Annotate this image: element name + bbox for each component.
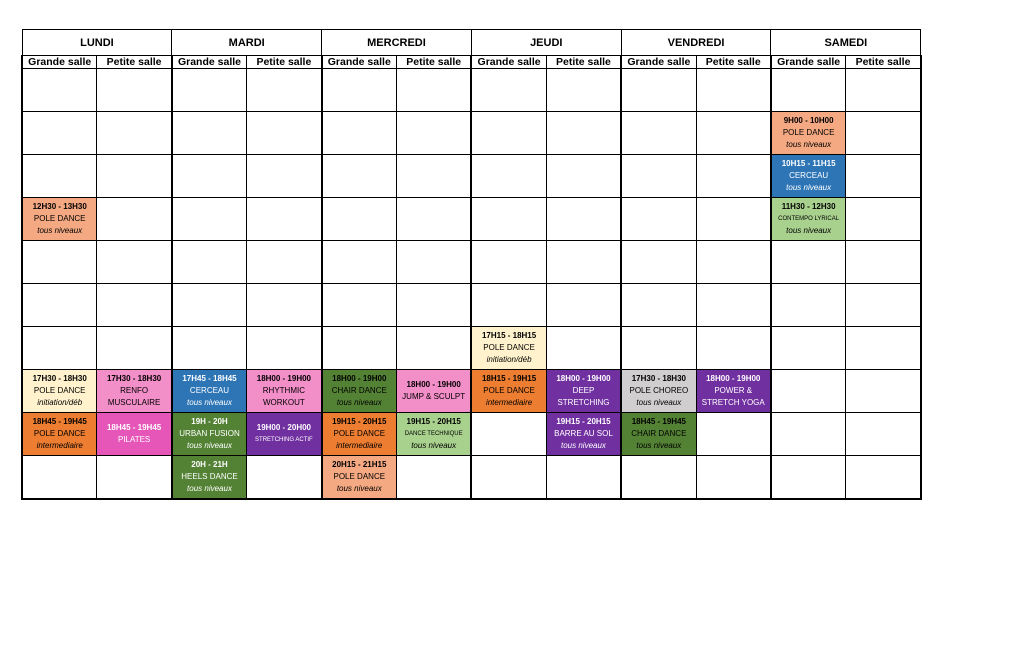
empty-cell [696,69,771,112]
empty-cell [22,284,97,327]
empty-cell [322,327,397,370]
empty-cell [546,198,621,241]
class-name: POLE CHOREO [629,386,689,395]
day-header-mardi: MARDI [172,30,322,56]
class-time: 18H45 - 19H45 [631,417,686,426]
empty-cell [471,284,546,327]
class-name: CHAIR DANCE [331,386,387,395]
empty-cell [172,69,247,112]
empty-cell [97,112,172,155]
empty-cell [322,69,397,112]
empty-cell [471,112,546,155]
class-name: CERCEAU [189,386,230,395]
class-level: tous niveaux [187,441,232,450]
day-header-mercredi: MERCREDI [322,30,472,56]
class-time: 11H30 - 12H30 [781,202,836,211]
class-time: 18H00 - 19H00 [556,374,611,383]
empty-cell [696,413,771,456]
empty-cell [771,413,846,456]
day-header-row [22,30,921,56]
empty-cell [396,112,471,155]
class-cell [172,456,247,500]
class-block [323,413,396,455]
room-header-petite-salle: Petite salle [396,56,471,69]
class-time: 18H45 - 19H45 [106,423,162,432]
class-level: tous niveaux [336,484,382,493]
schedule-body [22,69,921,500]
empty-cell [172,112,247,155]
class-cell [621,413,696,456]
empty-cell [22,327,97,370]
empty-cell [846,413,921,456]
class-name: POLE DANCE [33,214,86,223]
empty-cell [396,69,471,112]
class-time: 18H45 - 19H45 [32,417,87,426]
class-block [23,370,96,412]
class-level: tous niveaux [636,398,682,407]
empty-cell [696,327,771,370]
class-name: POWER & STRETCH YOGA [701,386,765,407]
empty-cell [97,284,172,327]
empty-cell [621,456,696,500]
day-header-jeudi: JEUDI [471,30,621,56]
class-time: 18H00 - 19H00 [706,374,761,383]
time-slot-row [22,112,921,155]
time-slot-row [22,327,921,370]
class-name: HEELS DANCE [181,472,238,481]
class-block [323,370,396,412]
empty-cell [97,456,172,500]
empty-cell [22,69,97,112]
class-block [247,370,320,412]
class-time: 19H15 - 20H15 [556,417,611,426]
class-block [622,413,695,455]
empty-cell [846,112,921,155]
time-slot-row [22,69,921,112]
day-header-lundi: LUNDI [22,30,172,56]
empty-cell [621,112,696,155]
class-time: 17H30 - 18H30 [106,374,162,383]
empty-cell [621,198,696,241]
class-time: 20H15 - 21H15 [332,460,387,469]
class-block [772,112,845,154]
class-block [472,327,545,369]
class-name: RHYTHMIC WORKOUT [262,386,305,407]
empty-cell [172,155,247,198]
class-block [547,413,620,455]
room-header-grande-salle: Grande salle [22,56,97,69]
empty-cell [621,241,696,284]
empty-cell [247,112,322,155]
empty-cell [771,370,846,413]
empty-cell [396,284,471,327]
empty-cell [696,112,771,155]
class-name: STRETCHING ACTIF [255,437,313,443]
empty-cell [846,69,921,112]
class-name: DEEP STRETCHING [557,386,610,407]
class-cell [471,327,546,370]
empty-cell [471,69,546,112]
class-name: CHAIR DANCE [631,429,687,438]
class-time: 18H00 - 19H00 [406,380,461,389]
empty-cell [846,241,921,284]
empty-cell [97,327,172,370]
empty-cell [846,155,921,198]
empty-cell [22,241,97,284]
class-cell [546,370,621,413]
class-block [772,198,845,240]
class-time: 10H15 - 11H15 [781,159,836,168]
class-block [173,456,246,498]
room-header-petite-salle: Petite salle [247,56,322,69]
empty-cell [621,327,696,370]
empty-cell [471,198,546,241]
empty-cell [546,155,621,198]
class-time: 17H30 - 18H30 [32,374,87,383]
day-header-vendredi: VENDREDI [621,30,771,56]
empty-cell [396,241,471,284]
room-header-row [22,56,921,69]
class-level: tous niveaux [187,484,232,493]
room-header-grande-salle: Grande salle [771,56,846,69]
class-time: 18H00 - 19H00 [332,374,387,383]
class-block [23,198,96,240]
class-name: CONTEMPO LYRICAL [778,216,840,222]
empty-cell [322,241,397,284]
class-name: CERCEAU [789,171,829,180]
class-time: 17H45 - 18H45 [182,374,237,383]
class-time: 18H00 - 19H00 [256,374,312,383]
class-name: URBAN FUSION [179,429,240,438]
time-slot-row [22,413,921,456]
empty-cell [696,198,771,241]
empty-cell [696,241,771,284]
empty-cell [322,155,397,198]
class-name: DANCE TECHNIQUE [404,431,463,437]
class-level: tous niveaux [336,398,382,407]
empty-cell [471,413,546,456]
empty-cell [696,155,771,198]
empty-cell [22,112,97,155]
class-time: 19H00 - 20H00 [256,423,312,432]
empty-cell [247,155,322,198]
class-level: tous niveaux [786,226,832,235]
empty-cell [172,327,247,370]
class-cell [172,413,247,456]
room-header-petite-salle: Petite salle [846,56,921,69]
class-name: PILATES [117,435,151,444]
class-cell [247,413,322,456]
empty-cell [471,456,546,500]
class-cell [97,370,172,413]
class-cell [471,370,546,413]
empty-cell [546,327,621,370]
class-block [547,370,620,412]
empty-cell [396,198,471,241]
class-cell [771,198,846,241]
empty-cell [172,284,247,327]
empty-cell [546,69,621,112]
class-cell [546,413,621,456]
class-level: tous niveaux [561,441,606,450]
class-name: BARRE AU SOL [554,429,613,438]
class-block [472,370,545,412]
class-cell [621,370,696,413]
empty-cell [771,284,846,327]
class-name: POLE DANCE [333,429,386,438]
empty-cell [247,198,322,241]
class-name: POLE DANCE [33,386,86,395]
empty-cell [696,284,771,327]
class-level: initiation/déb [486,355,532,364]
class-block [97,370,170,412]
empty-cell [322,284,397,327]
class-cell [22,413,97,456]
class-block [173,370,246,412]
class-block [173,413,246,455]
class-cell [22,198,97,241]
empty-cell [621,284,696,327]
class-level: tous niveaux [411,441,457,450]
class-cell [771,112,846,155]
class-block [772,155,845,197]
time-slot-row [22,370,921,413]
room-header-grande-salle: Grande salle [471,56,546,69]
class-cell [22,370,97,413]
room-header-petite-salle: Petite salle [696,56,771,69]
empty-cell [97,241,172,284]
empty-cell [471,241,546,284]
time-slot-row [22,284,921,327]
class-level: tous niveaux [37,226,83,235]
time-slot-row [22,241,921,284]
class-name: JUMP & SCULPT [402,392,466,401]
empty-cell [846,198,921,241]
class-name: POLE DANCE [782,128,835,137]
empty-cell [396,456,471,500]
empty-cell [97,155,172,198]
class-block [23,413,96,455]
empty-cell [846,327,921,370]
class-time: 19H15 - 20H15 [406,417,461,426]
class-level: tous niveaux [786,183,832,192]
class-name: POLE DANCE [33,429,86,438]
class-block [397,413,470,455]
empty-cell [396,327,471,370]
room-header-petite-salle: Petite salle [97,56,172,69]
empty-cell [22,456,97,500]
empty-cell [322,112,397,155]
class-cell [322,370,397,413]
empty-cell [546,284,621,327]
class-cell [172,370,247,413]
class-time: 17H30 - 18H30 [631,374,686,383]
empty-cell [247,284,322,327]
class-cell [771,155,846,198]
class-cell [97,413,172,456]
class-level: initiation/déb [37,398,83,407]
class-cell [396,413,471,456]
class-name: POLE DANCE [333,472,386,481]
room-header-grande-salle: Grande salle [172,56,247,69]
empty-cell [771,456,846,500]
empty-cell [546,241,621,284]
empty-cell [621,155,696,198]
empty-cell [247,456,322,500]
empty-cell [322,198,397,241]
time-slot-row [22,456,921,500]
class-block [97,413,170,455]
empty-cell [172,198,247,241]
weekly-schedule-table [21,29,922,500]
room-header-grande-salle: Grande salle [621,56,696,69]
day-header-samedi: SAMEDI [771,30,921,56]
empty-cell [471,155,546,198]
empty-cell [97,198,172,241]
class-name: RENFO MUSCULAIRE [107,386,161,407]
empty-cell [97,69,172,112]
class-time: 20H - 21H [191,460,228,469]
empty-cell [846,284,921,327]
empty-cell [546,112,621,155]
empty-cell [771,327,846,370]
class-time: 19H - 20H [191,417,228,426]
empty-cell [771,69,846,112]
empty-cell [546,456,621,500]
class-level: tous niveaux [786,140,832,149]
class-name: POLE DANCE [483,386,535,395]
room-header-petite-salle: Petite salle [546,56,621,69]
class-level: tous niveaux [187,398,232,407]
class-level: intermediaire [336,441,383,450]
class-block [247,413,320,455]
class-time: 12H30 - 13H30 [32,202,87,211]
class-time: 19H15 - 20H15 [332,417,387,426]
class-time: 18H15 - 19H15 [481,374,537,383]
empty-cell [846,456,921,500]
class-level: intermediaire [36,441,83,450]
empty-cell [846,370,921,413]
class-block [397,370,470,412]
time-slot-row [22,155,921,198]
empty-cell [696,456,771,500]
class-level: intermediaire [485,398,533,407]
empty-cell [247,241,322,284]
class-cell [322,413,397,456]
empty-cell [396,155,471,198]
class-cell [396,370,471,413]
empty-cell [247,327,322,370]
class-level: tous niveaux [636,441,682,450]
empty-cell [247,69,322,112]
class-block [622,370,695,412]
time-slot-row [22,198,921,241]
empty-cell [172,241,247,284]
empty-cell [22,155,97,198]
class-name: POLE DANCE [483,343,535,352]
class-time: 17H15 - 18H15 [481,331,537,340]
class-cell [696,370,771,413]
room-header-grande-salle: Grande salle [322,56,397,69]
class-block [697,370,770,412]
class-time: 9H00 - 10H00 [783,116,834,125]
class-cell [322,456,397,500]
class-cell [247,370,322,413]
class-block [323,456,396,498]
empty-cell [771,241,846,284]
empty-cell [621,69,696,112]
